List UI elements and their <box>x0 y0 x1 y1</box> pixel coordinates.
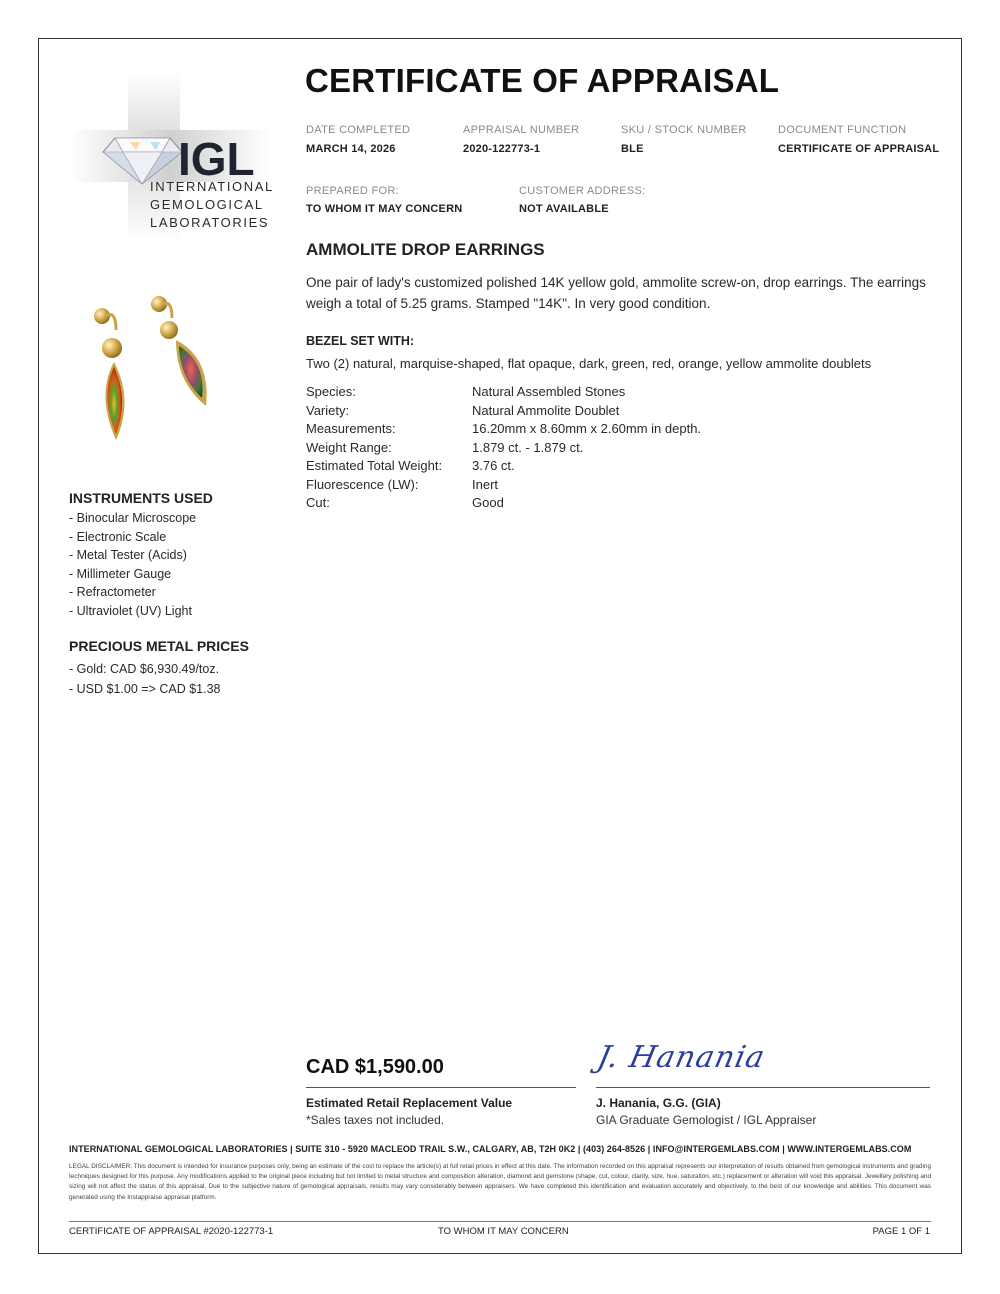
appraiser-signature: J. Hanania <box>594 1040 769 1075</box>
customer-address-label: CUSTOMER ADDRESS: <box>519 185 646 197</box>
spec-value: Inert <box>472 476 499 492</box>
page-title: CERTIFICATE OF APPRAISAL <box>305 62 780 99</box>
logo-line-1: INTERNATIONAL <box>150 179 274 194</box>
spec-value: 3.76 ct. <box>472 458 515 473</box>
tax-note: *Sales taxes not included. <box>306 1113 445 1127</box>
signature-divider <box>596 1087 930 1088</box>
spec-value: 1.879 ct. - 1.879 ct. <box>472 439 584 455</box>
value-divider <box>306 1087 576 1088</box>
logo-wordmark <box>150 178 274 232</box>
spec-label: Cut: <box>306 495 330 510</box>
spec-label: Variety: <box>306 402 350 418</box>
list-item: - Electronic Scale <box>69 529 167 544</box>
metal-prices-list <box>69 659 220 699</box>
list-item: - Ultraviolet (UV) Light <box>69 603 192 618</box>
igl-mark: IGL <box>178 133 255 185</box>
appraiser-title: GIA Graduate Gemologist / IGL Appraiser <box>596 1113 817 1127</box>
list-item: - Gold: CAD $6,930.49/toz. <box>69 662 220 676</box>
date-completed-value: MARCH 14, 2026 <box>306 143 396 155</box>
customer-address-value: NOT AVAILABLE <box>519 203 609 215</box>
list-item: - Refractometer <box>69 585 156 599</box>
spec-label: Species: <box>306 384 356 399</box>
sku-label: SKU / STOCK NUMBER <box>621 124 747 136</box>
spec-label: Measurements: <box>306 421 396 436</box>
list-item: - Binocular Microscope <box>69 511 197 525</box>
legal-disclaimer: LEGAL DISCLAIMER: This document is intended for insurance purposes only, being an estimate of the cost to replace the article(s) at full retail prices in effect at this date. The information recorded on this appraisal represents our interpretation of results obtained from gemological instruments and grading techniques designed for this purpose. Any modifications applied to the original piece including but not limited to metal structure and composition alteration, diamond and gemstone (shape, cut, colour, clarity, size, hue, saturation, etc.) replacement or alteration will void this appraisal. Jewellery polishing and sizing will not affect the status of this appraisal. Due to the subjective nature of gemological appraisals, results may vary considerably between appraisers. We have completed this identification and evaluation accurately and objectively, to the best of our knowledge and abilities. This document was generated using the Instappraise appraisal platform. <box>69 1163 931 1201</box>
bezel-description: Two (2) natural, marquise-shaped, flat opaque, dark, green, red, orange, yellow ammolite doublets <box>306 356 872 371</box>
date-completed-label: DATE COMPLETED <box>306 124 411 136</box>
page-number: PAGE 1 OF 1 <box>872 1226 930 1237</box>
item-description: One pair of lady's customized polished 14K yellow gold, ammolite screw-on, drop earrings. The earrings weigh a total of 5.25 grams. Stamped "14K". In very good condition. <box>306 275 926 311</box>
footer-recipient: TO WHOM IT MAY CONCERN <box>438 1226 569 1237</box>
list-item: - USD $1.00 => CAD $1.38 <box>69 682 221 696</box>
sku-value: BLE <box>621 143 644 155</box>
instruments-heading: INSTRUMENTS USED <box>69 490 213 506</box>
list-item: - Millimeter Gauge <box>69 566 172 581</box>
bezel-heading: BEZEL SET WITH: <box>306 334 415 348</box>
spec-value: Good <box>472 495 504 510</box>
list-item: - Metal Tester (Acids) <box>69 548 187 562</box>
appraisal-number-label: APPRAISAL NUMBER <box>463 124 580 136</box>
spec-label: Estimated Total Weight: <box>306 458 443 473</box>
spec-value: Natural Ammolite Doublet <box>472 402 620 418</box>
prepared-for-value: TO WHOM IT MAY CONCERN <box>306 203 463 215</box>
prepared-for-label: PREPARED FOR: <box>306 185 399 197</box>
document-function-label: DOCUMENT FUNCTION <box>778 124 907 136</box>
footer-certificate-number: CERTIFICATE OF APPRAISAL #2020-122773-1 <box>69 1226 274 1237</box>
spec-label: Weight Range: <box>306 439 392 455</box>
lab-address: INTERNATIONAL GEMOLOGICAL LABORATORIES | SUITE 310 - 5920 MACLEOD TRAIL S.W., CALGARY, AB, T2H 0K2 | (403) 264-8526 | INFO@INTERGEMLABS.COM | WWW.INTERGEMLABS.COM <box>69 1144 912 1154</box>
instruments-list <box>69 509 196 620</box>
metal-prices-heading: PRECIOUS METAL PRICES <box>69 638 249 654</box>
spec-label: Fluorescence (LW): <box>306 476 419 492</box>
item-heading: AMMOLITE DROP EARRINGS <box>306 240 545 259</box>
footer-divider <box>69 1221 931 1222</box>
logo-line-3: LABORATORIES <box>150 215 270 230</box>
logo-line-2: GEMOLOGICAL <box>150 197 264 212</box>
appraisal-number-value: 2020-122773-1 <box>463 143 541 155</box>
earrings-photo <box>76 290 246 450</box>
appraiser-name: J. Hanania, G.G. (GIA) <box>596 1096 721 1110</box>
value-label: Estimated Retail Replacement Value <box>306 1096 513 1110</box>
appraised-value: CAD $1,590.00 <box>306 1056 444 1078</box>
document-function-value: CERTIFICATE OF APPRAISAL <box>778 143 940 155</box>
spec-value: Natural Assembled Stones <box>472 384 626 399</box>
spec-value: 16.20mm x 8.60mm x 2.60mm in depth. <box>472 421 702 436</box>
